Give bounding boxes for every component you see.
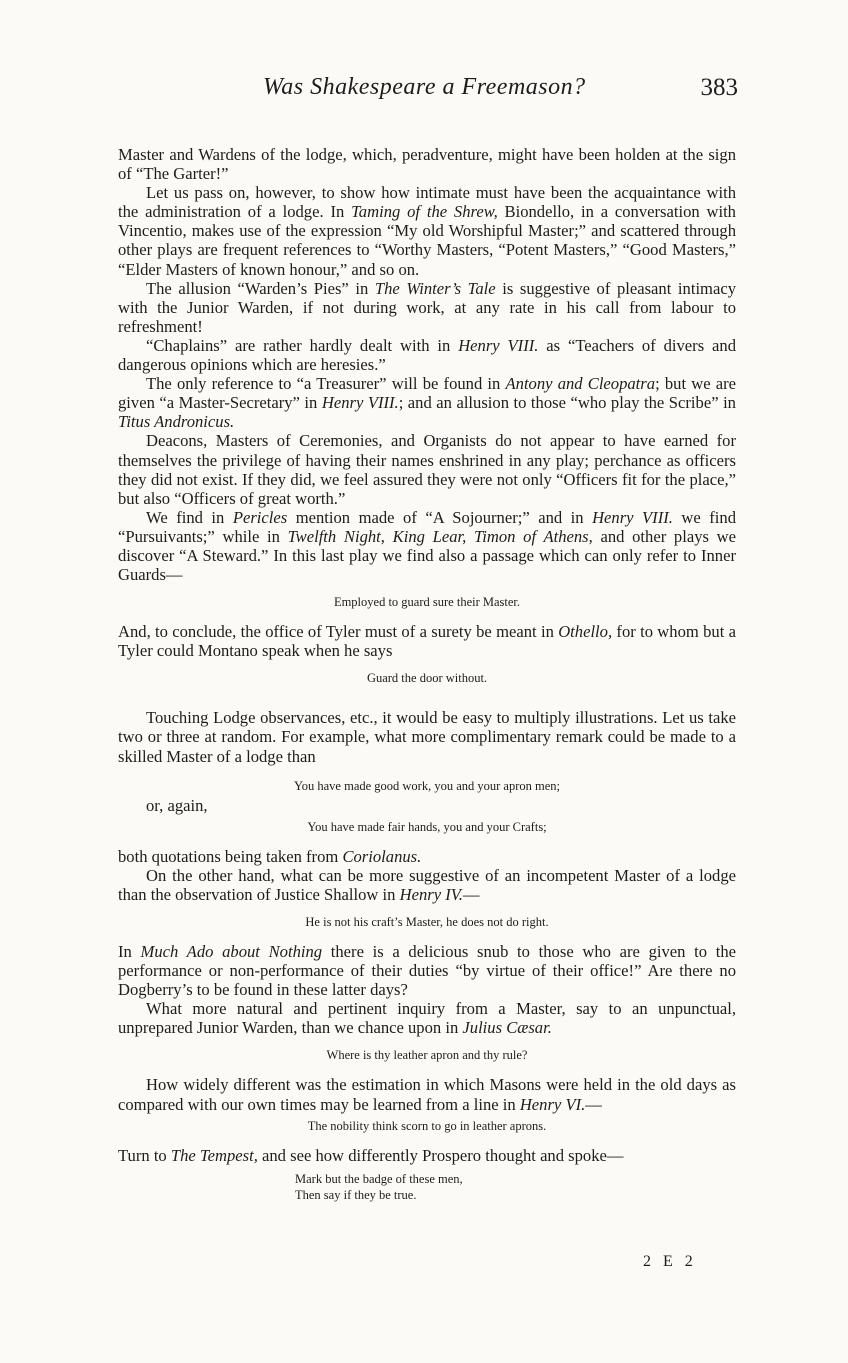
paragraph: Deacons, Masters of Ceremonies, and Organists do not appear to have earned for themselves the privilege of having their names enshrined in any play; perchance as officers they did not exist. If they did, we feel assured they were not only “Officers fit for the place,” but also “Officers of great worth.” (118, 431, 736, 508)
paragraph: Touching Lodge observances, etc., it would be easy to multiply illustrations. Let us take two or three at random. For example, what more complimentary remark could be made to a skilled Master of a lodge than (118, 708, 736, 766)
play-title: Julius Cæsar. (462, 1018, 552, 1038)
paragraph: “Chaplains” are rather hardly dealt with in Henry VIII. as “Teachers of divers and dangerous opinions which are heresies.” (118, 335, 736, 375)
quotation: Where is thy leather apron and thy rule? (326, 1048, 528, 1063)
paragraph: On the other hand, what can be more suggestive of an incompetent Master of a lodge than the observation of Justice Shallow in Henry IV.— (118, 865, 736, 904)
play-title: Henry VIII. (321, 393, 399, 413)
paragraph: How widely different was the estimation in which Masons were held in the old days as compared with our own times may be learned from a line in Henry VI.— (118, 1075, 736, 1114)
play-title: Henry VIII. (458, 335, 539, 355)
paragraph: The only reference to “a Treasurer” will be found in Antony and Cleopatra; but we are given “a Master-Secretary” in Henry VIII.; and an allusion to those “who play the Scribe” in Titus Andronicus. (118, 374, 736, 432)
signature-mark: 2 E 2 (643, 1253, 697, 1270)
quotation-line: Mark but the badge of these men, (295, 1171, 463, 1186)
paragraph: The allusion “Warden’s Pies” in The Winter’s Tale is suggestive of pleasant intimacy with the Junior Warden, if not during work, at any rate in his call from labour to refreshment! (118, 278, 736, 336)
play-title: Henry VIII. (592, 507, 673, 527)
play-title: Pericles (232, 507, 288, 527)
paragraph: Master and Wardens of the lodge, which, peradventure, might have been holden at the sign of “The Garter!” (118, 145, 736, 184)
paragraph: We find in Pericles mention made of “A Sojourner;” and in Henry VIII. we find “Pursuivants;” while in Twelfth Night, King Lear, Timon of Athens, and other plays we discover “A Steward.” In this last play we find also a passage which can only refer to Inner Guards— (118, 507, 737, 585)
quotation: The nobility think scorn to go in leather aprons. (307, 1118, 547, 1133)
paragraph: Let us pass on, however, to show how intimate must have been the acquaintance with the administration of a lodge. In Taming of the Shrew, Biondello, in a conversation with Vincentio, makes use of the expression “My old Worshipful Master;” and scattered through other plays are frequent references to “Worthy Masters, “Potent Masters,” “Good Masters,” “Elder Masters of known honour,” and so on. (118, 183, 736, 279)
quotation: You have made fair hands, you and your Crafts; (307, 819, 547, 834)
quotation: Guard the door without. (366, 671, 488, 686)
quotation: You have made good work, you and your apron men; (293, 778, 561, 793)
play-title: Much Ado about Nothing (140, 942, 323, 961)
running-title: Was Shakespeare a Freemason? (263, 74, 586, 100)
page-number: 383 (700, 74, 738, 101)
play-title: Titus Andronicus. (118, 412, 235, 432)
body-text (118, 145, 736, 1203)
play-title: Twelfth Night, King Lear, Timon of Athens, (287, 526, 593, 546)
quotation (118, 1171, 736, 1203)
paragraph: or, again, (146, 795, 208, 815)
play-title: Taming of the Shrew, (351, 202, 498, 222)
quotation: Employed to guard sure their Master. (333, 595, 521, 610)
play-title: Henry VI. (519, 1094, 586, 1114)
quotation: He is not his craft’s Master, he does not do right. (305, 915, 549, 929)
paragraph: both quotations being taken from Coriolanus. (118, 846, 422, 866)
play-title: Henry IV. (399, 884, 463, 904)
play-title: The Tempest, (170, 1145, 258, 1165)
play-title: Antony and Cleopatra (505, 374, 656, 394)
play-title: Coriolanus. (342, 846, 422, 866)
play-title: The Winter’s Tale (374, 278, 496, 298)
paragraph: In Much Ado about Nothing there is a delicious snub to those who are given to the performance or non-performance of their duties “by virtue of their office!” Are there no Dogberry’s to be found in these latter days? (118, 942, 736, 1000)
paragraph: And, to conclude, the office of Tyler must of a surety be meant in Othello, for to whom but a Tyler could Montano speak when he says (118, 622, 736, 661)
paragraph: Turn to The Tempest, and see how differently Prospero thought and spoke— (118, 1145, 624, 1165)
paragraph: What more natural and pertinent inquiry from a Master, say to an unpunctual, unprepared Junior Warden, than we chance upon in Julius Cæsar. (118, 999, 736, 1038)
quotation-line: Then say if they be true. (295, 1187, 417, 1202)
page-header (118, 72, 738, 112)
play-title: Othello, (558, 622, 613, 642)
